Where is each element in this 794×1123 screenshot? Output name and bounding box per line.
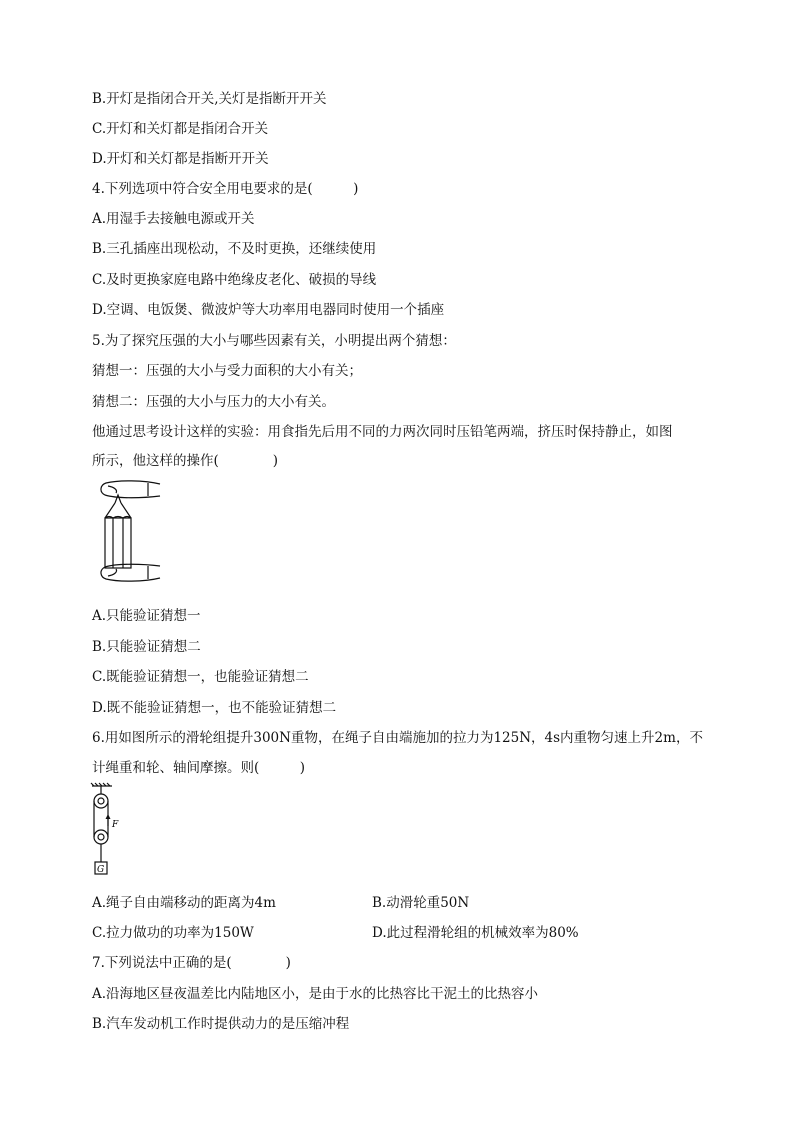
pulley-system-figure	[90, 782, 130, 878]
pencil-fingers-figure	[96, 478, 166, 584]
q6-option-b: B.动滑轮重50N	[372, 895, 470, 911]
q5-guess-1: 猜想一：压强的大小与受力面积的大小有关；	[92, 363, 362, 379]
q7-option-a: A.沿海地区昼夜温差比内陆地区小，是由于水的比热容比干泥土的比热容小	[92, 986, 539, 1002]
q3-option-b: B.开灯是指闭合开关,关灯是指断开开关	[92, 91, 327, 107]
q4-option-a: A.用湿手去接触电源或开关	[92, 211, 255, 227]
q5-description-line-1: 他通过思考设计这样的实验：用食指先后用不同的力两次同时压铅笔两端，挤压时保持静止，如图	[92, 424, 673, 440]
q3-option-c: C.开灯和关灯都是指闭合开关	[92, 121, 269, 137]
q7-option-b: B.汽车发动机工作时提供动力的是压缩冲程	[92, 1016, 350, 1032]
force-label: F	[112, 820, 119, 830]
q4-option-d: D.空调、电饭煲、微波炉等大功率用电器同时使用一个插座	[92, 302, 445, 318]
q5-option-d: D.既不能验证猜想一，也不能验证猜想二	[92, 700, 337, 716]
q6-stem-line-1: 6.用如图所示的滑轮组提升300N重物，在绳子自由端施加的拉力为125N，4s内重物匀速上升2m，不	[92, 730, 703, 746]
q4-stem: 4.下列选项中符合安全用电要求的是( )	[92, 181, 359, 197]
q5-stem: 5.为了探究压强的大小与哪些因素有关，小明提出两个猜想：	[92, 333, 456, 349]
q6-stem-line-2: 计绳重和轮、轴间摩擦。则( )	[92, 760, 306, 776]
q6-option-c: C.拉力做功的功率为150W	[92, 925, 254, 941]
weight-label: G	[97, 865, 105, 875]
q6-option-d: D.此过程滑轮组的机械效率为80%	[372, 925, 579, 941]
q5-option-a: A.只能验证猜想一	[92, 608, 201, 624]
q5-option-b: B.只能验证猜想二	[92, 639, 201, 655]
q7-stem: 7.下列说法中正确的是( )	[92, 955, 291, 971]
q6-option-a: A.绳子自由端移动的距离为4m	[92, 895, 276, 911]
q3-option-d: D.开灯和关灯都是指断开开关	[92, 151, 269, 167]
q4-option-c: C.及时更换家庭电路中绝缘皮老化、破损的导线	[92, 272, 377, 288]
q5-guess-2: 猜想二：压强的大小与压力的大小有关。	[92, 394, 335, 410]
q4-option-b: B.三孔插座出现松动，不及时更换，还继续使用	[92, 241, 377, 257]
q5-description-line-2: 所示，他这样的操作( )	[92, 453, 279, 469]
q5-option-c: C.既能验证猜想一，也能验证猜想二	[92, 669, 309, 685]
